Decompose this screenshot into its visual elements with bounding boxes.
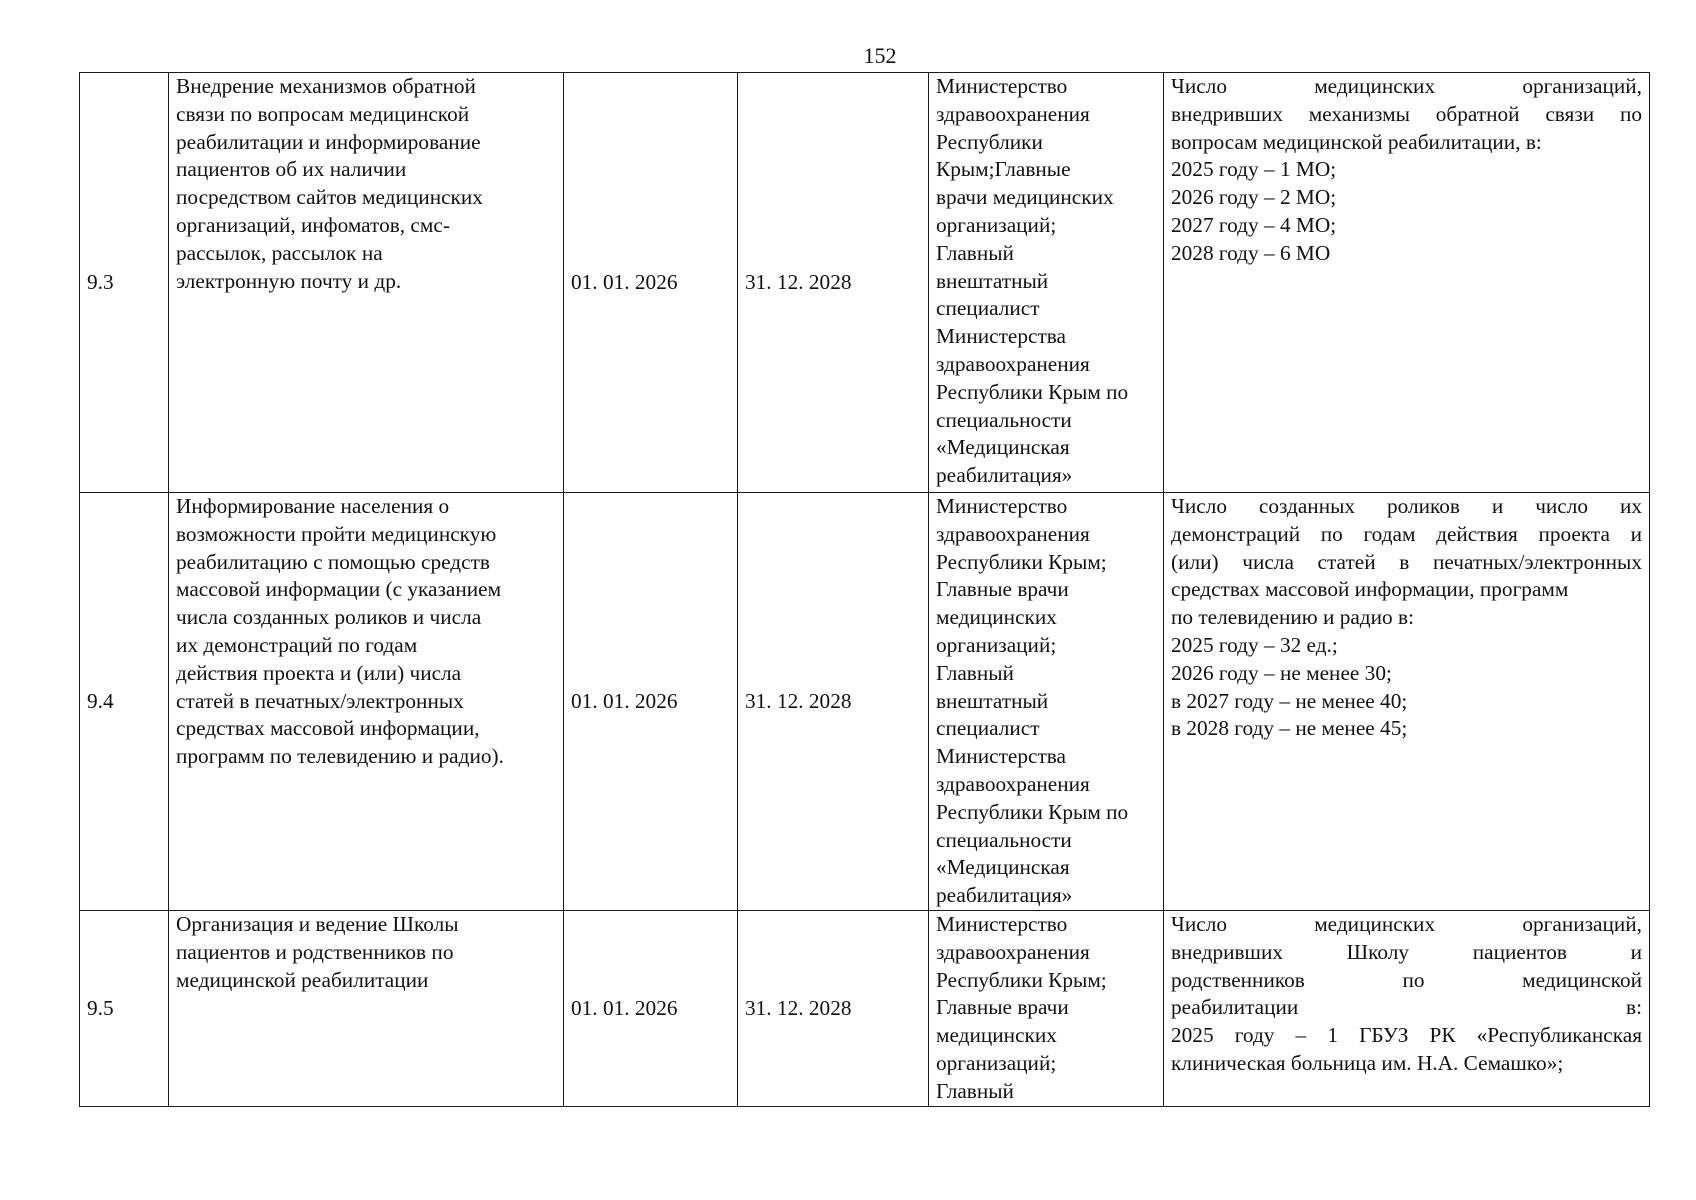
text-line: массовой информации (с указанием — [176, 577, 502, 602]
start-date: 01. 01. 2026 — [571, 269, 678, 294]
text-line: рассылок, рассылок на — [176, 240, 383, 265]
start-date-cell — [564, 73, 738, 493]
text-line: врачи медицинских — [936, 185, 1114, 210]
text-line: клиническая больница им. Н.А. Семашко»; — [1171, 1050, 1564, 1075]
measure-cell — [169, 911, 564, 1107]
text-line: Главные врачи — [936, 577, 1069, 602]
text-line: здравоохранения — [936, 939, 1090, 964]
indicator-cell — [1164, 911, 1650, 1107]
text-line: медицинских — [936, 1023, 1057, 1048]
text-line: действия проекта и (или) числа — [176, 660, 462, 685]
text-line: Информирование населения о — [176, 494, 450, 518]
text-line: пациентов и родственников по — [176, 939, 454, 964]
text-line: реабилитацию с помощью средств — [176, 549, 490, 574]
text-line: Министерства — [936, 324, 1066, 349]
text-line: Число медицинских организаций, — [1171, 912, 1642, 936]
text-line: специальности — [936, 407, 1072, 432]
measure-cell — [169, 73, 564, 493]
text-line: статей в печатных/электронных — [176, 688, 464, 713]
row-number-cell — [80, 73, 169, 493]
text-line: специальности — [936, 827, 1072, 852]
text-line: демонстраций по годам действия проекта и — [1171, 521, 1642, 546]
text-line: медицинской реабилитации — [176, 967, 429, 992]
text-line: реабилитации в: — [1171, 995, 1642, 1020]
text-line: программ по телевидению и радио). — [176, 744, 504, 769]
text-line: вопросам медицинской реабилитации, в: — [1171, 129, 1542, 154]
text-line: 2028 году – 6 МО — [1171, 240, 1331, 265]
text-line: родственников по медицинской — [1171, 967, 1642, 992]
row-number-cell — [80, 493, 169, 911]
text-line: Республики Крым; — [936, 967, 1107, 992]
text-line: медицинских — [936, 605, 1057, 630]
text-line: «Медицинская — [936, 855, 1070, 880]
page-number: 152 — [863, 43, 897, 68]
text-line: здравоохранения — [936, 101, 1090, 126]
start-date: 01. 01. 2026 — [571, 688, 678, 713]
text-line: числа созданных роликов и числа — [176, 605, 482, 630]
table-row — [80, 73, 1650, 493]
text-line: электронную почту и др. — [176, 268, 402, 293]
text-line: Главный — [936, 240, 1014, 265]
text-line: 2026 году – 2 МО; — [1171, 185, 1337, 210]
text-line: 2026 году – не менее 30; — [1171, 660, 1392, 685]
text-line: внештатный — [936, 268, 1049, 293]
text-line: специалист — [936, 296, 1040, 321]
table-row — [80, 493, 1650, 911]
text-line: средствах массовой информации, программ — [1171, 577, 1569, 602]
end-date: 31. 12. 2028 — [745, 269, 852, 294]
text-line: организаций; — [936, 212, 1057, 237]
table-row — [80, 911, 1650, 1107]
text-line: 2025 году – 1 ГБУЗ РК «Республиканская — [1171, 1023, 1642, 1048]
indicator-cell — [1164, 73, 1650, 493]
indicator-cell — [1164, 493, 1650, 911]
text-line: посредством сайтов медицинских — [176, 185, 483, 210]
text-line: Главный — [936, 1078, 1014, 1103]
end-date: 31. 12. 2028 — [745, 995, 852, 1020]
text-line: Республики Крым по — [936, 799, 1129, 824]
text-line: по телевидению и радио в: — [1171, 605, 1414, 630]
text-line: Главный — [936, 660, 1014, 685]
text-line: Министерство — [936, 494, 1068, 518]
text-line: средствах массовой информации, — [176, 716, 480, 741]
row-number: 9.3 — [87, 269, 114, 294]
text-line: (или) числа статей в печатных/электронных — [1171, 549, 1642, 574]
start-date-cell — [564, 911, 738, 1107]
text-line: реабилитация» — [936, 463, 1073, 488]
row-number: 9.4 — [87, 688, 114, 713]
text-line: внедривших Школу пациентов и — [1171, 939, 1642, 964]
text-line: Республики Крым; — [936, 549, 1107, 574]
text-line: внедривших механизмы обратной связи по — [1171, 101, 1642, 126]
measure-cell — [169, 493, 564, 911]
responsible-cell — [929, 73, 1164, 493]
end-date-cell — [738, 493, 929, 911]
text-line: пациентов об их наличии — [176, 157, 407, 182]
text-line: Республики — [936, 129, 1043, 154]
text-line: возможности пройти медицинскую — [176, 521, 497, 546]
text-line: Число медицинских организаций, — [1171, 74, 1642, 98]
row-number: 9.5 — [87, 995, 114, 1020]
text-line: здравоохранения — [936, 351, 1090, 376]
text-line: Главные врачи — [936, 995, 1069, 1020]
text-line: Крым;Главные — [936, 157, 1071, 182]
text-line: в 2028 году – не менее 45; — [1171, 716, 1408, 741]
row-number-cell — [80, 911, 169, 1107]
text-line: Республики Крым по — [936, 379, 1129, 404]
text-line: здравоохранения — [936, 521, 1090, 546]
text-line: организаций, инфоматов, смс- — [176, 212, 450, 237]
text-line: реабилитация» — [936, 883, 1073, 908]
text-line: связи по вопросам медицинской — [176, 101, 470, 126]
text-line: Министерство — [936, 74, 1068, 98]
text-line: здравоохранения — [936, 771, 1090, 796]
text-line: специалист — [936, 716, 1040, 741]
text-line: Министерство — [936, 912, 1068, 936]
end-date-cell — [738, 73, 929, 493]
responsible-cell — [929, 493, 1164, 911]
text-line: 2025 году – 32 ед.; — [1171, 632, 1338, 657]
text-line: 2027 году – 4 МО; — [1171, 212, 1337, 237]
end-date: 31. 12. 2028 — [745, 688, 852, 713]
responsible-cell — [929, 911, 1164, 1107]
text-line: их демонстраций по годам — [176, 632, 418, 657]
text-line: Внедрение механизмов обратной — [176, 74, 476, 98]
measures-table — [79, 72, 1650, 1107]
text-line: «Медицинская — [936, 435, 1070, 460]
text-line: организаций; — [936, 1050, 1057, 1075]
text-line: 2025 году – 1 МО; — [1171, 157, 1337, 182]
text-line: Число созданных роликов и число их — [1171, 494, 1642, 518]
text-line: реабилитации и информирование — [176, 129, 481, 154]
text-line: в 2027 году – не менее 40; — [1171, 688, 1408, 713]
text-line: внештатный — [936, 688, 1049, 713]
end-date-cell — [738, 911, 929, 1107]
start-date: 01. 01. 2026 — [571, 995, 678, 1020]
text-line: организаций; — [936, 632, 1057, 657]
start-date-cell — [564, 493, 738, 911]
text-line: Организация и ведение Школы — [176, 912, 459, 936]
text-line: Министерства — [936, 744, 1066, 769]
